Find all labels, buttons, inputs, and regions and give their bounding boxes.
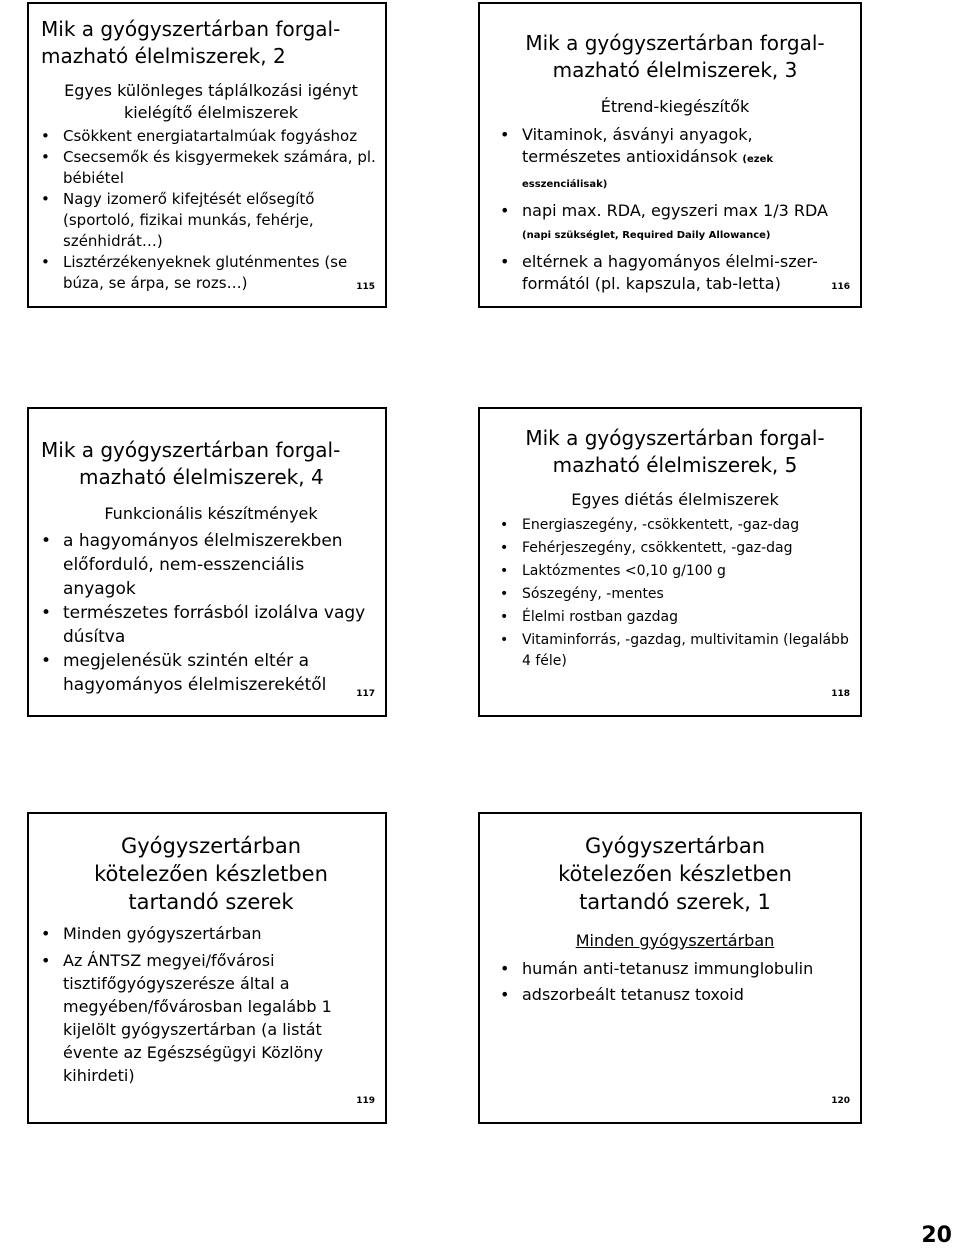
- title-line: mazható élelmiszerek, 3: [552, 58, 798, 82]
- list-item-text: Minden gyógyszertárban: [63, 924, 262, 943]
- bullet-icon: •: [41, 651, 52, 671]
- list-item-text: Sószegény, -mentes: [522, 586, 664, 602]
- list-item: [500, 958, 850, 980]
- list-item-text: a hagyományos élelmiszerekben előforduló, nem-esszenciális anyagok: [63, 531, 343, 599]
- bullet-icon: •: [41, 148, 50, 166]
- page-number: 20: [921, 1223, 952, 1248]
- title-line: mazható élelmiszerek, 2: [41, 44, 286, 68]
- title-line: Gyógyszertárban: [120, 834, 302, 858]
- bullet-icon: •: [500, 632, 509, 648]
- slide-subtitle: Étrend-kiegészítők: [600, 97, 750, 116]
- slide-title: [41, 437, 381, 491]
- list-item: [41, 189, 381, 252]
- bullet-icon: •: [500, 540, 509, 556]
- list-item: [500, 251, 850, 295]
- title-line: kötelezően készletben: [94, 862, 328, 886]
- slide-title: [41, 16, 381, 70]
- title-line: kötelezően készletben: [558, 862, 792, 886]
- slide-title: [500, 30, 850, 84]
- slide-119: [27, 812, 387, 1124]
- bullet-icon: •: [500, 125, 510, 144]
- list-item: [500, 584, 850, 605]
- bullet-list: [41, 529, 381, 697]
- bullet-icon: •: [41, 603, 52, 623]
- slide-title: [500, 832, 850, 916]
- slide-subtitle: Minden gyógyszertárban: [575, 931, 775, 950]
- list-item-text: Az ÁNTSZ megyei/fővárosi tisztifőgyógyszerésze által a megyében/fővárosban legalább 1 kijelölt gyógyszertárban (a listát évente az Egészségügyi Közlöny kihirdeti): [63, 951, 332, 1085]
- list-item: [500, 515, 850, 536]
- subtitle-line: Egyes különleges táplálkozási igényt: [64, 81, 358, 100]
- bullet-icon: •: [500, 959, 510, 978]
- title-line: tartandó szerek: [128, 890, 294, 914]
- list-item-text: adszorbeált tetanusz toxoid: [522, 985, 744, 1004]
- bullet-list: [500, 124, 850, 295]
- list-item: [500, 630, 850, 672]
- title-line: mazható élelmiszerek, 4: [79, 465, 324, 489]
- subtitle-line: kielégítő élelmiszerek: [123, 103, 299, 122]
- list-item-text: Lisztérzékenyeknek gluténmentes (se búza, se árpa, se rozs…): [63, 253, 348, 292]
- bullet-icon: •: [41, 253, 50, 271]
- slide-subtitle: Egyes diétás élelmiszerek: [571, 490, 779, 509]
- title-line: mazható élelmiszerek, 5: [552, 453, 798, 477]
- slide-subtitle: Funkcionális készítmények: [104, 504, 318, 523]
- slide-title: [41, 832, 381, 916]
- list-item: [41, 949, 381, 1087]
- bullet-icon: •: [41, 531, 52, 551]
- slide-number: 119: [356, 1096, 375, 1106]
- slide-number: 117: [356, 689, 375, 699]
- bullet-icon: •: [41, 190, 50, 208]
- list-item: [41, 922, 381, 945]
- title-line: Gyógyszertárban: [584, 834, 766, 858]
- list-item: [500, 124, 850, 196]
- list-item: [41, 529, 381, 601]
- bullet-icon: •: [500, 252, 510, 271]
- bullet-icon: •: [500, 609, 509, 625]
- list-item: [41, 126, 381, 147]
- slide-subtitle: [41, 80, 381, 124]
- list-item-text: megjelenésük szintén eltér a hagyományos élelmiszerekétől: [63, 651, 327, 695]
- list-item-text: napi max. RDA, egyszeri max 1/3 RDA: [522, 201, 828, 220]
- slide-118: [478, 407, 862, 717]
- list-item-text: Laktózmentes <0,10 g/100 g: [522, 563, 726, 579]
- bullet-icon: •: [500, 563, 509, 579]
- list-item: [500, 200, 850, 247]
- list-item: [41, 649, 381, 697]
- slide-115: [27, 2, 387, 308]
- bullet-icon: •: [500, 201, 510, 220]
- list-item-text: Vitaminforrás, -gazdag, multivitamin (legalább 4 féle): [522, 632, 849, 669]
- bullet-list: [500, 958, 850, 1006]
- list-item-note: (ezek esszenciálisak): [522, 154, 774, 190]
- title-line: Mik a gyógyszertárban forgal-: [525, 31, 825, 55]
- slide-117: [27, 407, 387, 717]
- list-item: [500, 538, 850, 559]
- bullet-list: [41, 922, 381, 1087]
- slide-number: 116: [831, 282, 850, 292]
- list-item-text: Vitaminok, ásványi anyagok, természetes antioxidánsok: [522, 125, 753, 166]
- bullet-icon: •: [500, 985, 510, 1004]
- list-item: [41, 147, 381, 189]
- list-item: [41, 252, 381, 294]
- bullet-list: [41, 126, 381, 294]
- list-item-note: (napi szükséglet, Required Daily Allowance): [522, 230, 771, 241]
- slide-number: 120: [831, 1096, 850, 1106]
- bullet-icon: •: [41, 127, 50, 145]
- slide-116: [478, 2, 862, 308]
- slide-number: 118: [831, 689, 850, 699]
- list-item-text: Csökkent energiatartalmúak fogyáshoz: [63, 127, 358, 145]
- list-item-text: Energiaszegény, -csökkentett, -gaz-dag: [522, 517, 800, 533]
- list-item-text: Nagy izomerő kifejtését elősegítő (sportoló, fizikai munkás, fehérje, szénhidrát…): [63, 190, 315, 250]
- bullet-icon: •: [500, 517, 509, 533]
- title-line: Mik a gyógyszertárban forgal-: [525, 426, 825, 450]
- title-line: tartandó szerek, 1: [579, 890, 771, 914]
- list-item-text: eltérnek a hagyományos élelmi-szer-formától (pl. kapszula, tab-letta): [522, 252, 818, 293]
- bullet-list: [500, 515, 850, 672]
- slide-title: [500, 425, 850, 479]
- bullet-icon: •: [500, 586, 509, 602]
- slide-number: 115: [356, 282, 375, 292]
- list-item-text: Élelmi rostban gazdag: [522, 609, 678, 625]
- list-item-text: Fehérjeszegény, csökkentett, -gaz-dag: [522, 540, 793, 556]
- bullet-icon: •: [41, 924, 51, 943]
- list-item: [41, 601, 381, 649]
- bullet-icon: •: [41, 951, 51, 970]
- list-item: [500, 561, 850, 582]
- slide-120: [478, 812, 862, 1124]
- list-item-text: humán anti-tetanusz immunglobulin: [522, 959, 814, 978]
- title-line: Mik a gyógyszertárban forgal-: [41, 438, 341, 462]
- list-item: [500, 984, 850, 1006]
- title-line: Mik a gyógyszertárban forgal-: [41, 17, 341, 41]
- list-item-text: természetes forrásból izolálva vagy dúsítva: [63, 603, 366, 647]
- list-item: [500, 607, 850, 628]
- list-item-text: Csecsemők és kisgyermekek számára, pl. bébiétel: [63, 148, 376, 187]
